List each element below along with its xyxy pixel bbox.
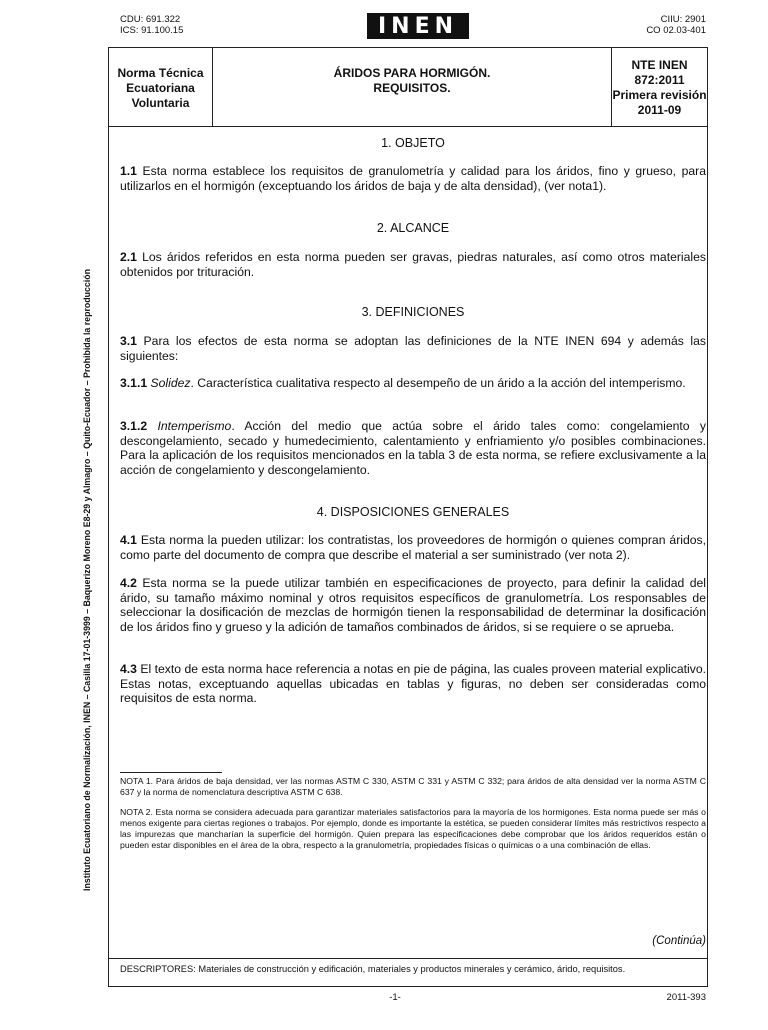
norma-type (109, 66, 212, 111)
paragraph-number: 2.1 (120, 250, 137, 264)
ics-code: ICS: 91.100.15 (120, 25, 184, 36)
paragraph-text: Esta norma la pueden utilizar: los contratistas, los proveedores de hormigón o quienes compran áridos, como parte del documento de compra que describe el material a ser suministrado (ver nota 2). (120, 533, 706, 562)
document-title-line: ÁRIDOS PARA HORMIGÓN. (333, 66, 491, 80)
paragraph-text: El texto de esta norma hace referencia a notas en pie de página, las cuales proveen material explicativo. Estas notas, exceptuando aquellas ubicadas en tablas y figuras, no deben ser consideradas como requisitos de esta norma. (120, 662, 706, 705)
paragraph-number: 1.1 (120, 164, 137, 178)
cdu-code: CDU: 691.322 (120, 14, 181, 25)
paragraph-number: 4.1 (120, 533, 137, 547)
paragraph-text: . Acción del medio que actúa sobre el árido tales como: congelamiento y descongelamiento, secado y humedecimiento, calentamiento y enfriamiento y/o posibles combinaciones. Para la aplicación de los requisitos mencionados en la tabla 3 de esta norma, se refiere exclusivamente a la acción de congelamiento y descongelamiento. (120, 419, 706, 477)
header-right (560, 14, 706, 36)
header-left (120, 14, 183, 36)
paragraph-text: Los áridos referidos en esta norma pueden ser gravas, piedras naturales, así como otros materiales obtenidos por trituración. (120, 250, 706, 279)
paragraph-text: . Característica cualitativa respecto al desempeño de un árido a la acción del intemperismo. (190, 376, 686, 390)
section-title-definiciones: 3. DEFINICIONES (361, 305, 465, 319)
defined-term: Solidez (150, 376, 191, 390)
paragraph-3-1-2 (120, 419, 706, 477)
paragraph-number: 4.3 (120, 662, 137, 676)
paragraph-text: Esta norma se la puede utilizar también en especificaciones de proyecto, para definir la calidad del árido, su tamaño máximo nominal y otros requisitos específicos de granulometría. Los responsables de seleccionar la dosificación de mezclas de hormigón tienen la responsabilidad de determinar la dosificación de los áridos fino y grueso y la adición de tamaños combinados de áridos, si se requiere o se aprueba. (120, 576, 706, 634)
paragraph-3-1-1 (120, 376, 706, 391)
footer-code: 2011-393 (666, 992, 706, 1003)
paragraph-4-2 (120, 576, 706, 634)
norma-id-line: NTE INEN (631, 58, 688, 72)
paragraph-1-1 (120, 164, 706, 193)
co-code: CO 02.03-401 (646, 25, 706, 36)
document-title (213, 66, 611, 96)
paragraph-text: Esta norma establece los requisitos de granulometría y calidad para los áridos, fino y grueso, para utilizarlos en el hormigón (exceptuando los áridos de baja y de alta densidad), (ver nota1). (120, 164, 706, 193)
norma-type-line: Voluntaria (131, 96, 190, 110)
paragraph-number: 3.1.1 (120, 376, 148, 390)
side-institution-text: Instituto Ecuatoriano de Normalización, INEN – Casilla 17-01-3999 – Baquerizo Moreno E8-29 y Almagro – Quito-Ecuador – Prohibida la reproducción (82, 269, 92, 891)
paragraph-4-1 (120, 533, 706, 562)
norma-id (612, 58, 707, 118)
ciiu-code: CIIU: 2901 (660, 14, 706, 25)
footnote-separator (120, 772, 222, 773)
note-1: NOTA 1. Para áridos de baja densidad, ver las normas ASTM C 330, ASTM C 331 y ASTM C 332; para áridos de alta densidad ver la norma ASTM C 637 y la norma de nomenclatura descriptiva ASTM C 638. (120, 776, 706, 797)
descriptores-top-line (108, 958, 708, 959)
norma-id-line: 872:2011 (634, 73, 685, 87)
paragraph-number: 4.2 (120, 576, 137, 590)
paragraph-3-1 (120, 334, 706, 363)
defined-term: Intemperismo (157, 419, 232, 433)
descriptores: DESCRIPTORES: Materiales de construcción y edificación, materiales y productos minerales y cerámico, árido, requisitos. (120, 964, 626, 974)
norma-type-line: Norma Técnica (117, 66, 204, 80)
paragraph-4-3 (120, 662, 706, 706)
continua-label: (Continúa) (652, 935, 706, 947)
logo-text: INEN (377, 13, 459, 39)
paragraph-text: Para los efectos de esta norma se adoptan las definiciones de la NTE INEN 694 y además las siguientes: (120, 334, 706, 363)
paragraph-2-1 (120, 250, 706, 279)
inen-logo (367, 13, 469, 39)
section-title-alcance: 2. ALCANCE (376, 221, 450, 235)
document-title-line: REQUISITOS. (373, 81, 451, 95)
title-block-bottom (108, 126, 708, 127)
section-title-disposiciones: 4. DISPOSICIONES GENERALES (316, 505, 510, 519)
norma-type-line: Ecuatoriana (126, 81, 195, 95)
norma-id-line: 2011-09 (637, 103, 682, 117)
section-title-objeto: 1. OBJETO (381, 136, 445, 150)
note-2: NOTA 2. Esta norma se considera adecuada para garantizar materiales satisfactorios para la mayoría de los hormigones. Esta norma puede ser más o menos exigente para ciertas regiones o trabajos. Por ejemplo, donde es importante la estética, se pueden considerar límites más restrictivos respecto a las impurezas que mancharían la superficie del hormigón. Quien prepara las especificaciones debe comprobar que los áridos requeridos están o pueden estar disponibles en el área de la obra, respecto a la granulometría, propiedades físicas o químicas o a una combinación de ellas. (120, 807, 706, 850)
paragraph-number: 3.1 (120, 334, 137, 348)
page-number: -1- (389, 992, 401, 1003)
norma-id-line: Primera revisión (612, 88, 707, 102)
paragraph-number: 3.1.2 (120, 419, 148, 433)
